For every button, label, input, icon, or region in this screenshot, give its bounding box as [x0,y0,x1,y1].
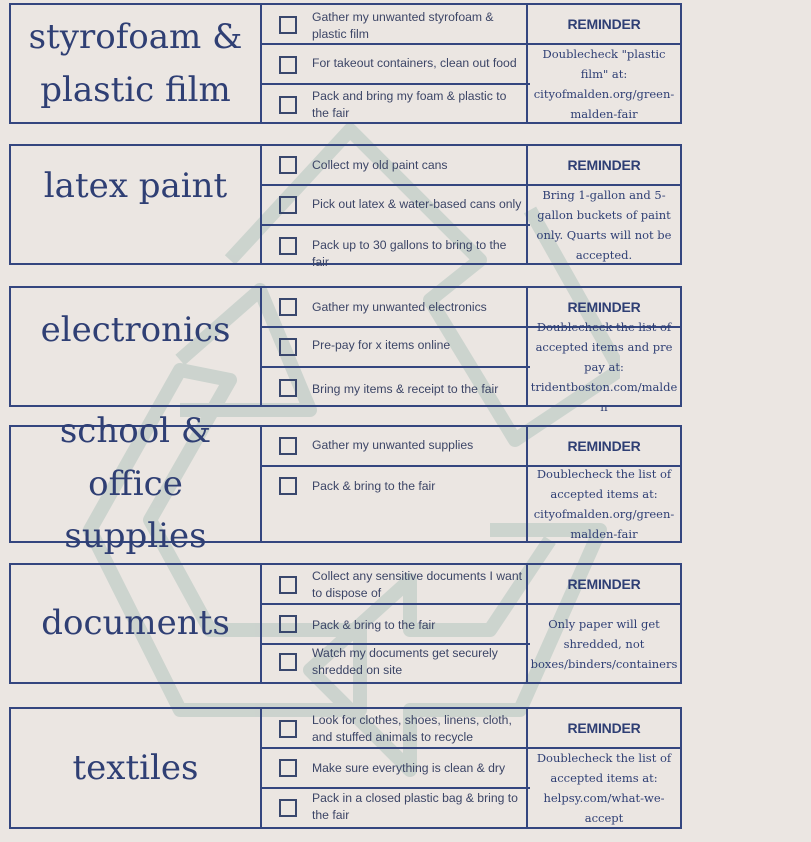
task-row [262,328,530,368]
checkbox[interactable] [279,437,297,455]
task-row [262,427,530,467]
task-row [262,605,530,645]
task-text: Bring my items & receipt to the fair [312,382,499,396]
reminder-column [526,709,680,827]
category-title: textiles [11,709,262,827]
checkbox[interactable] [279,96,297,114]
task-text: Collect my old paint cans [312,158,448,172]
checkbox[interactable] [279,576,297,594]
section-school-office-supplies [9,410,682,557]
reminder-heading: REMINDER [528,5,680,45]
task-text: Make sure everything is clean & dry [312,761,506,775]
task-row [262,789,530,829]
task-row [262,146,530,186]
category-title: documents [11,565,262,682]
task-row [262,186,530,226]
task-list [262,709,530,827]
category-title: school & office supplies [11,427,262,541]
checkbox[interactable] [279,720,297,738]
reminder-column [526,565,680,682]
section-documents [9,563,682,684]
task-row [262,565,530,605]
reminder-heading: REMINDER [528,146,680,186]
category-title: electronics [11,288,262,405]
task-row [262,709,530,749]
task-list [262,5,530,122]
checkbox[interactable] [279,338,297,356]
reminder-note: Only paper will get shredded, not boxes/binders/containers [530,616,678,671]
task-row [262,5,530,45]
task-list [262,427,530,541]
section-electronics [9,286,682,414]
task-text: For takeout containers, clean out food [312,56,517,70]
task-text: Pack up to 30 gallons to bring to the fair [312,238,507,269]
checkbox[interactable] [279,799,297,817]
reminder-heading: REMINDER [528,288,680,328]
checkbox[interactable] [279,298,297,316]
checkbox[interactable] [279,477,297,495]
task-text: Gather my unwanted styrofoam & plastic film [312,10,494,41]
reminder-note: Doublecheck "plastic film" at: cityofmalden.org/green-malden-fair [533,46,675,121]
task-row [262,749,530,789]
checkbox[interactable] [279,379,297,397]
task-list [262,288,530,405]
checkbox[interactable] [279,759,297,777]
checkbox[interactable] [279,16,297,34]
task-text: Watch my documents get securely shredded on site [312,646,498,677]
task-text: Collect any sensitive documents I want to dispose of [312,569,522,600]
checkbox[interactable] [279,156,297,174]
task-row [262,368,530,407]
task-row [262,45,530,85]
task-text: Pick out latex & water-based cans only [312,197,522,211]
task-text: Pack & bring to the fair [312,479,436,493]
task-row [262,645,530,684]
checkbox[interactable] [279,237,297,255]
task-row [262,288,530,328]
task-text: Gather my unwanted supplies [312,438,474,452]
task-list [262,565,530,682]
task-text: Pre-pay for x items online [312,338,451,352]
reminder-note: Doublecheck the list of accepted items at: helpsy.com/what-we-accept [536,751,672,825]
reminder-note: Doublecheck the list of accepted items and pre pay at: tridentboston.com/malden [530,319,678,414]
reminder-note: Doublecheck the list of accepted items at: cityofmalden.org/green-malden-fair [533,467,675,541]
category-title: styrofoam & plastic film [11,5,262,122]
task-text: Gather my unwanted electronics [312,300,487,314]
task-text: Look for clothes, shoes, linens, cloth, and stuffed animals to recycle [312,713,512,744]
category-title: latex paint [11,146,262,263]
task-row [262,226,530,269]
reminder-column [526,5,680,122]
reminder-heading: REMINDER [528,565,680,605]
task-row [262,85,530,124]
task-row [262,467,530,543]
checkbox[interactable] [279,56,297,74]
reminder-note: Bring 1-gallon and 5-gallon buckets of paint only. Quarts will not be accepted. [536,187,672,262]
task-text: Pack and bring my foam & plastic to the fair [312,89,507,120]
reminder-column [526,146,680,263]
reminder-column [526,427,680,541]
section-textiles [9,707,682,829]
task-list [262,146,530,269]
reminder-column [526,288,680,414]
checkbox[interactable] [279,615,297,633]
task-text: Pack in a closed plastic bag & bring to the fair [312,791,518,822]
reminder-heading: REMINDER [528,427,680,467]
section-styrofoam [9,3,682,124]
section-latex-paint [9,144,682,269]
task-text: Pack & bring to the fair [312,618,436,632]
checkbox[interactable] [279,196,297,214]
checkbox[interactable] [279,653,297,671]
reminder-heading: REMINDER [528,709,680,749]
